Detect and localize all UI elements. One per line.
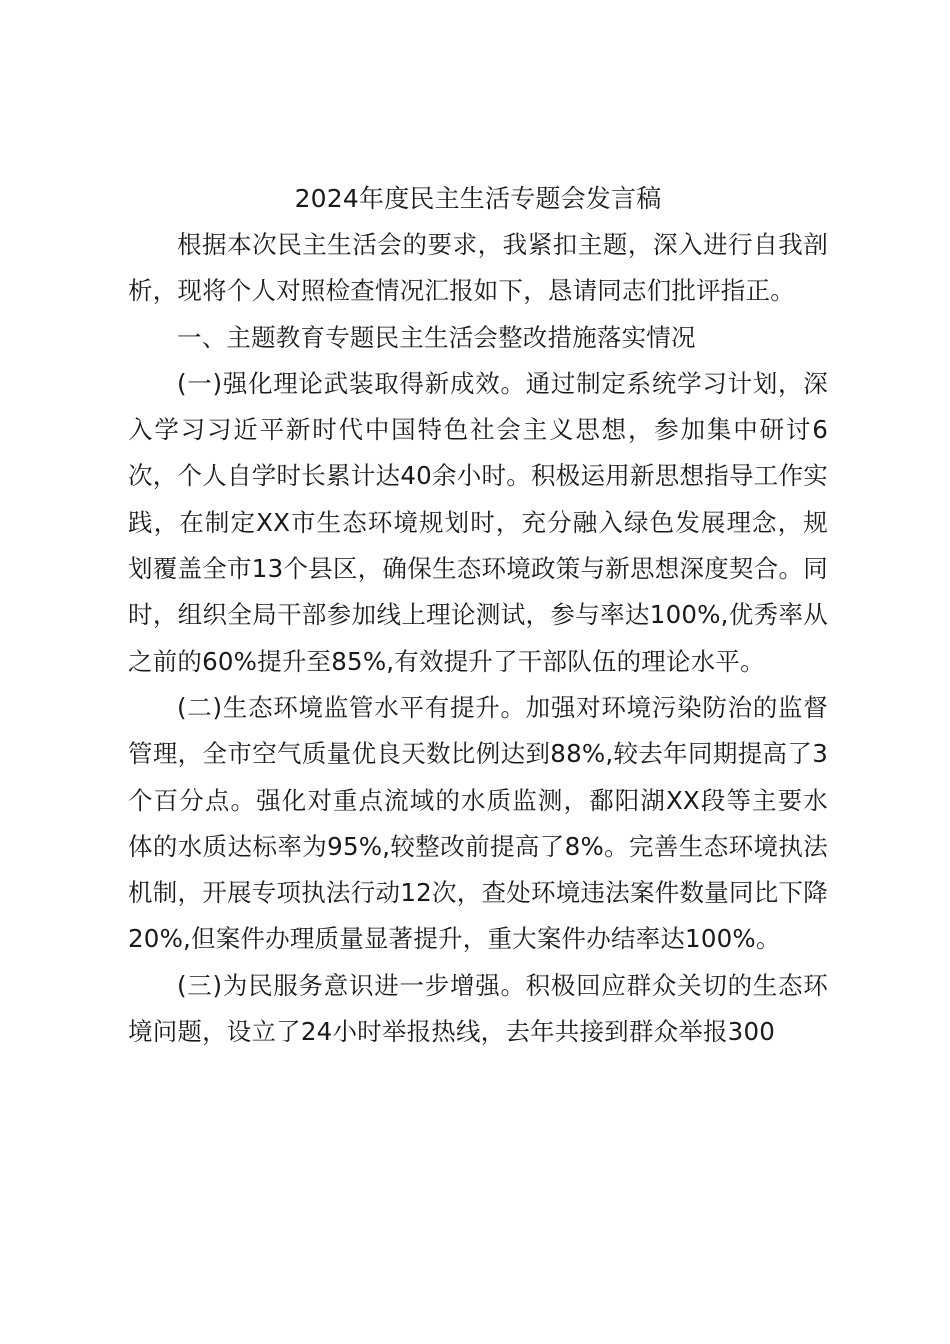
document-title: 2024年度民主生活专题会发言稿 — [294, 184, 662, 213]
intro-paragraph: 根据本次民主生活会的要求，我紧扣主题，深入进行自我剖析，现将个人对照检查情况汇报如下，恳请同志们批评指正。 — [128, 230, 828, 306]
paragraph-item-3: (三)为民服务意识进一步增强。积极回应群众关切的生态环境问题，设立了24小时举报热线，去年共接到群众举报300 — [128, 970, 828, 1047]
document-body — [128, 176, 828, 1055]
paragraph-item-1: (一)强化理论武装取得新成效。通过制定系统学习计划，深入学习习近平新时代中国特色社会主义思想，参加集中研讨6次，个人自学时长累计达40余小时。积极运用新思想指导工作实践，在制定XX市生态环境规划时，充分融入绿色发展理念，规划覆盖全市13个县区，确保生态环境政策与新思想深度契合。同时，组织全局干部参加线上理论测试，参与率达100%,优秀率从之前的60%提升至85%,有效提升了干部队伍的理论水平。 — [128, 368, 828, 676]
section-heading: 一、主题教育专题民主生活会整改措施落实情况 — [177, 322, 696, 352]
paragraph-item-2: (二)生态环境监管水平有提升。加强对环境污染防治的监督管理，全市空气质量优良天数比例达到88%,较去年同期提高了3个百分点。强化对重点流域的水质监测，鄱阳湖XX段等主要水体的水质达标率为95%,较整改前提高了8%。完善生态环境执法机制，开展专项执法行动12次，查处环境违法案件数量同比下降20%,但案件办理质量显著提升，重大案件办结率达100%。 — [128, 692, 828, 954]
